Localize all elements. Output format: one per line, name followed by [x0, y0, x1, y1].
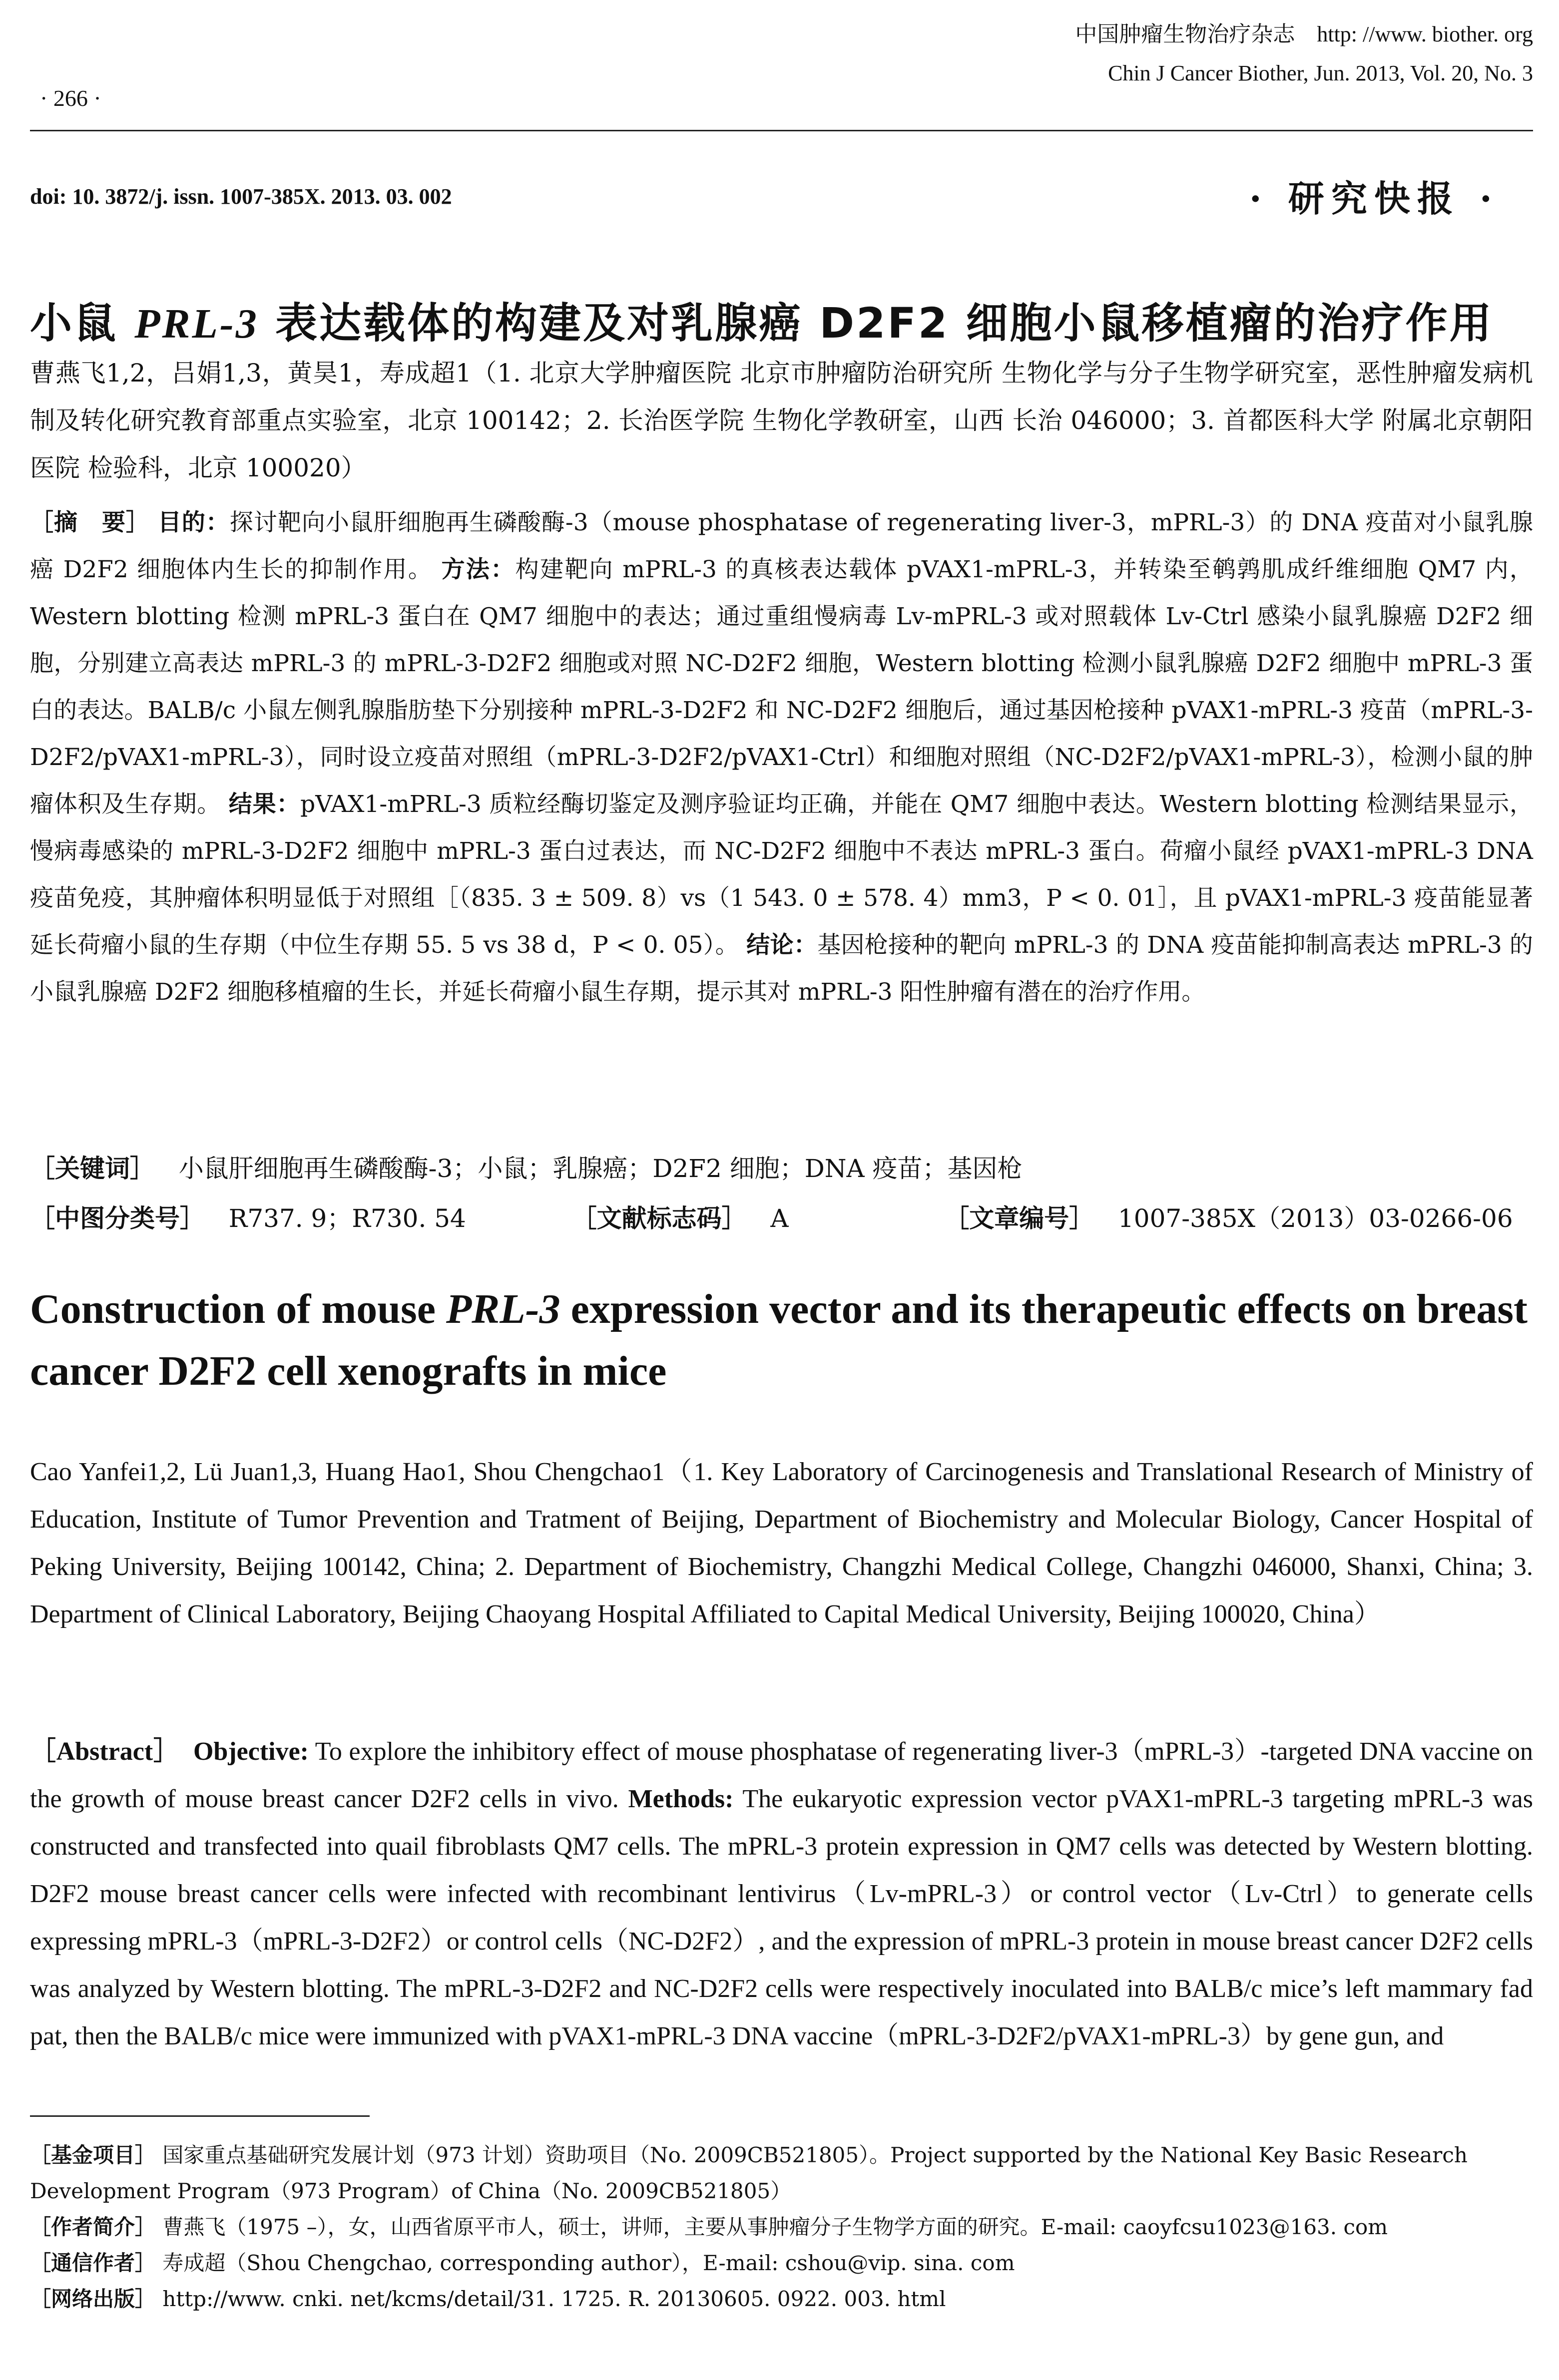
title-cn-gene: PRL-3 [134, 301, 259, 347]
footnote-rule [30, 2115, 370, 2117]
classification-row [30, 1198, 1533, 1234]
footnote-author-bio [30, 2209, 1533, 2245]
abstract-en-label: ［Abstract］ [30, 1737, 180, 1766]
footnote-corresponding-label: ［通信作者］ [30, 2251, 156, 2275]
footnote-funding-text: 国家重点基础研究发展计划（973 计划）资助项目（No. 2009CB521805）。Project supported by the National Key Basic Research Development Program（973 Program）of China（No. 2009CB521805） [30, 2143, 1468, 2203]
abstract-en-objective: To explore the inhibitory effect of mouse phosphatase of regenerating liver-3（mPRL-3）-targeted DNA vaccine on the growth of mouse breast cancer D2F2 cells in vivo. [30, 1737, 1534, 1813]
abstract-cn-results: pVAX1-mPRL-3 质粒经酶切鉴定及测序验证均正确，并能在 QM7 细胞中表达。Western blotting 检测结果显示，慢病毒感染的 mPRL-3-D2F2 细胞中 mPRL-3 蛋白过表达，而 NC-D2F2 细胞中不表达 mPRL-3 蛋白。荷瘤小鼠经 pVAX1-mPRL-3 DNA 疫苗免疫，其肿瘤体积明显低于对照组［（835. 3 ± 509. 8）vs（1 543. 0 ± 578. 4）mm3，P < 0. 01］，且 pVAX1-mPRL-3 疫苗能显著延长荷瘤小鼠的生存期（中位生存期 55. 5 vs 38 d，P < 0. 05）。 [30, 791, 1534, 959]
doc-code-value: A [770, 1204, 789, 1233]
footnote-funding-label: ［基金项目］ [30, 2143, 156, 2167]
journal-citation: Chin J Cancer Biother, Jun. 2013, Vol. 20, No. 3 [1108, 61, 1533, 85]
abstract-cn-conclusion-label: 结论： [746, 931, 818, 959]
clc-label: ［中图分类号］ [30, 1203, 205, 1233]
doc-code-label: ［文献标志码］ [571, 1203, 747, 1233]
abstract-en-methods-label: Methods: [628, 1785, 734, 1813]
abstract-en [30, 1728, 1533, 2060]
article-no-label: ［文章编号］ [944, 1203, 1094, 1233]
title-cn [30, 290, 1533, 350]
abstract-cn-results-label: 结果： [228, 791, 301, 818]
page-number: · 266 · [40, 85, 101, 111]
title-cn-post: 表达载体的构建及对乳腺癌 D2F2 细胞小鼠移植瘤的治疗作用 [258, 299, 1494, 348]
header-rule [30, 130, 1533, 131]
footnotes [30, 2137, 1533, 2317]
abstract-cn-label: ［摘 要］ [30, 509, 150, 536]
abstract-cn-methods-label: 方法： [441, 556, 516, 583]
abstract-cn-objective-label: 目的： [157, 509, 230, 536]
abstract-cn-methods: 构建靶向 mPRL-3 的真核表达载体 pVAX1-mPRL-3，并转染至鹌鹑肌成纤维细胞 QM7 内，Western blotting 检测 mPRL-3 蛋白在 QM7 细胞中的表达；通过重组慢病毒 Lv-mPRL-3 或对照载体 Lv-Ctrl 感染小鼠乳腺癌 D2F2 细胞，分别建立高表达 mPRL-3 的 mPRL-3-D2F2 细胞或对照 NC-D2F2 细胞，Western blotting 检测小鼠乳腺癌 D2F2 细胞中 mPRL-3 蛋白的表达。BALB/c 小鼠左侧乳腺脂肪垫下分别接种 mPRL-3-D2F2 和 NC-D2F2 细胞后，通过基因枪接种 pVAX1-mPRL-3 疫苗（mPRL-3-D2F2/pVAX1-mPRL-3），同时设立疫苗对照组（mPRL-3-D2F2/pVAX1-Ctrl）和细胞对照组（NC-D2F2/pVAX1-mPRL-3），检测小鼠的肿瘤体积及生存期。 [30, 556, 1533, 818]
footnote-author-bio-text: 曹燕飞（1975 –），女，山西省原平市人，硕士，讲师，主要从事肿瘤分子生物学方面的研究。E-mail: caoyfcsu1023@163. com [162, 2215, 1388, 2239]
footnote-author-bio-label: ［作者简介］ [30, 2215, 156, 2239]
footnote-funding [30, 2137, 1533, 2209]
title-en-post: expression vector and its therapeutic effects on breast cancer D2F2 cell xenografts in mice [30, 1286, 1528, 1394]
keywords-cn-label: ［关键词］ [30, 1154, 155, 1183]
title-en [30, 1278, 1533, 1402]
keywords-cn-text: 小鼠肝细胞再生磷酸酶-3；小鼠；乳腺癌；D2F2 细胞；DNA 疫苗；基因枪 [178, 1154, 1023, 1183]
title-en-gene: PRL-3 [446, 1286, 560, 1332]
authors-cn: 曹燕飞1,2，吕娟1,3，黄昊1，寿成超1（1. 北京大学肿瘤医院 北京市肿瘤防治研究所 生物化学与分子生物学研究室，恶性肿瘤发病机制及转化研究教育部重点实验室，北京 100142；2. 长治医学院 生物化学教研室，山西 长治 046000；3. 首都医科大学 附属北京朝阳医院 检验科，北京 100020） [30, 359, 1533, 482]
abstract-en-methods: The eukaryotic expression vector pVAX1-mPRL-3 targeting mPRL-3 was constructed and transfected into quail fibroblasts QM7 cells. The mPRL-3 protein expression in QM7 cells was detected by Western blotting. D2F2 mouse breast cancer cells were infected with recombinant lentivirus（Lv-mPRL-3）or control vector（Lv-Ctrl）to generate cells expressing mPRL-3（mPRL-3-D2F2）or control cells（NC-D2F2）, and the expression of mPRL-3 protein in mouse breast cancer D2F2 cells was analyzed by Western blotting. The mPRL-3-D2F2 and NC-D2F2 cells were respectively inoculated into BALB/c mice’s left mammary fad pat, then the BALB/c mice were immunized with pVAX1-mPRL-3 DNA vaccine（mPRL-3-D2F2/pVAX1-mPRL-3）by gene gun, and [30, 1785, 1533, 2050]
clc-value: R737. 9；R730. 54 [228, 1204, 466, 1233]
title-cn-pre: 小鼠 [30, 299, 135, 348]
footnote-corresponding [30, 2245, 1533, 2281]
journal-name-cn: 中国肿瘤生物治疗杂志 [1075, 22, 1295, 46]
doi[interactable]: doi: 10. 3872/j. issn. 1007-385X. 2013. 03. 002 [30, 184, 452, 209]
footnote-online-label: ［网络出版］ [30, 2287, 156, 2311]
footnote-corresponding-text: 寿成超（Shou Chengchao, corresponding author），E-mail: cshou@vip. sina. com [162, 2251, 1015, 2275]
abstract-en-objective-label: Objective: [193, 1737, 309, 1766]
title-en-pre: Construction of mouse [30, 1286, 446, 1332]
running-header [1075, 15, 1533, 93]
journal-header-line-1 [1075, 15, 1533, 54]
abstract-cn-conclusion: 基因枪接种的靶向 mPRL-3 的 DNA 疫苗能抑制高表达 mPRL-3 的小鼠乳腺癌 D2F2 细胞移植瘤的生长，并延长荷瘤小鼠生存期，提示其对 mPRL-3 阳性肿瘤有潜在的治疗作用。 [30, 931, 1534, 1006]
footnote-online [30, 2281, 1533, 2317]
column-tag: · 研究快报 · [1249, 177, 1499, 220]
abstract-cn-objective: 探讨靶向小鼠肝细胞再生磷酸酶-3（mouse phosphatase of regenerating liver-3，mPRL-3）的 DNA 疫苗对小鼠乳腺癌 D2F2 细胞体内生长的抑制作用。 [30, 509, 1533, 583]
authors-en: Cao Yanfei1,2, Lü Juan1,3, Huang Hao1, Shou Chengchao1（1. Key Laboratory of Carcinogenesis and Translational Research of Ministry of Education, Institute of Tumor Prevention and Tratment of Beijing, Department of Biochemistry and Molecular Biology, Cancer Hospital of Peking University, Beijing 100142, China; 2. Department of Biochemistry, Changzhi Medical College, Changzhi 046000, Shanxi, China; 3. Department of Clinical Laboratory, Beijing Chaoyang Hospital Affiliated to Capital Medical University, Beijing 100020, China） [30, 1458, 1533, 1628]
footnote-online-link[interactable]: http://www. cnki. net/kcms/detail/31. 1725. R. 20130605. 0922. 003. html [162, 2287, 946, 2311]
article-no-value: 1007-385X（2013）03-0266-06 [1117, 1204, 1513, 1233]
keywords-cn [30, 1149, 1023, 1185]
abstract-cn [30, 499, 1533, 1016]
journal-url[interactable]: http: //www. biother. org [1317, 22, 1533, 46]
